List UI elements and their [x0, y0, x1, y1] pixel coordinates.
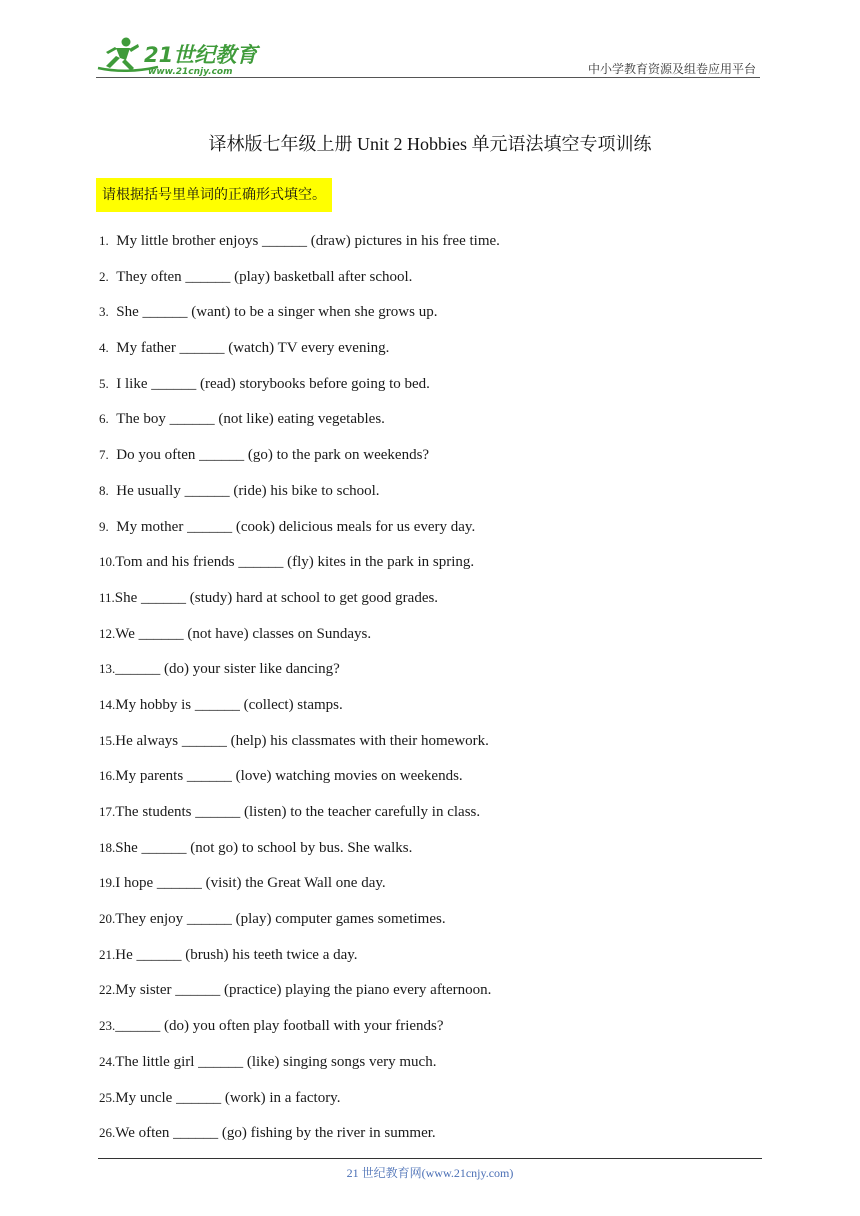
question-number: 13. — [99, 661, 116, 677]
question-item — [99, 443, 500, 479]
question-item — [99, 407, 500, 443]
question-item — [99, 622, 500, 658]
question-text: We ______ (not have) classes on Sundays. — [115, 625, 372, 642]
question-text: They often ______ (play) basketball after school. — [116, 268, 413, 285]
logo-url: www.21cnjy.com — [148, 67, 233, 77]
question-text: My father ______ (watch) TV every evening. — [116, 340, 390, 357]
question-number: 23. — [99, 1018, 116, 1034]
question-item — [99, 978, 500, 1014]
question-number: 22. — [99, 982, 116, 998]
header-divider — [96, 77, 760, 78]
question-item — [99, 550, 500, 586]
question-number: 18. — [99, 839, 116, 855]
question-item — [99, 265, 500, 301]
question-text: Do you often ______ (go) to the park on weekends? — [116, 447, 430, 464]
question-number: 17. — [99, 804, 116, 819]
question-text: ______ (do) you often play football with your friends? — [115, 1018, 444, 1035]
question-item — [99, 729, 500, 765]
question-text: My sister ______ (practice) playing the piano every afternoon. — [115, 982, 492, 999]
question-text: She ______ (want) to be a singer when she grows up. — [116, 304, 438, 321]
footer-divider — [98, 1158, 762, 1159]
question-text: He ______ (brush) his teeth twice a day. — [115, 946, 358, 963]
question-number: 21. — [99, 946, 116, 962]
question-number: 9. — [99, 518, 109, 534]
question-text: My hobby is ______ (collect) stamps. — [115, 696, 343, 713]
question-text: The students ______ (listen) to the teacher carefully in class. — [115, 804, 481, 820]
question-item — [99, 372, 500, 408]
question-number: 15. — [99, 732, 116, 748]
question-number: 5. — [99, 375, 109, 391]
question-item — [99, 479, 500, 515]
question-text: They enjoy ______ (play) computer games sometimes. — [115, 911, 446, 928]
question-list — [99, 229, 500, 1157]
question-text: I like ______ (read) storybooks before going to bed. — [116, 375, 430, 392]
question-item — [99, 907, 500, 943]
question-item — [99, 657, 500, 693]
question-text: My mother ______ (cook) delicious meals for us every day. — [116, 518, 476, 535]
question-item — [99, 229, 500, 265]
question-text: He always ______ (help) his classmates with their homework. — [115, 732, 489, 749]
question-item — [99, 300, 500, 336]
question-item — [99, 336, 500, 372]
question-number: 8. — [99, 482, 109, 498]
question-item — [99, 1086, 500, 1122]
question-text: I hope ______ (visit) the Great Wall one day. — [115, 875, 386, 892]
question-item — [99, 836, 500, 872]
page-header — [96, 34, 760, 80]
question-item — [99, 586, 500, 622]
question-item — [99, 693, 500, 729]
question-number: 1. — [99, 233, 109, 248]
runner-icon — [106, 38, 139, 72]
question-number: 4. — [99, 340, 109, 356]
question-number: 24. — [99, 1053, 116, 1069]
question-item — [99, 871, 500, 907]
question-text: My little brother enjoys ______ (draw) pictures in his free time. — [116, 233, 500, 249]
question-number: 25. — [99, 1089, 116, 1105]
21cnjy-logo — [96, 34, 266, 78]
question-number: 26. — [99, 1125, 116, 1141]
question-number: 14. — [99, 696, 116, 712]
question-number: 10. — [99, 554, 116, 570]
question-number: 2. — [99, 268, 109, 284]
question-text: We often ______ (go) fishing by the river in summer. — [115, 1125, 436, 1142]
page-title: 译林版七年级上册 Unit 2 Hobbies 单元语法填空专项训练 — [208, 134, 652, 154]
question-number: 19. — [99, 875, 116, 891]
question-item — [99, 943, 500, 979]
question-number: 3. — [99, 304, 109, 320]
question-number: 16. — [99, 768, 116, 784]
question-item — [99, 800, 500, 836]
question-item — [99, 1014, 500, 1050]
question-number: 12. — [99, 625, 116, 641]
instruction-highlight: 请根据括号里单词的正确形式填空。 — [96, 178, 332, 212]
question-text: The boy ______ (not like) eating vegetables. — [116, 411, 385, 428]
question-text: She ______ (not go) to school by bus. She walks. — [115, 839, 413, 856]
question-text: The little girl ______ (like) singing songs very much. — [115, 1053, 437, 1070]
question-text: She ______ (study) hard at school to get good grades. — [114, 589, 439, 606]
platform-tagline: 中小学教育资源及组卷应用平台 — [587, 62, 756, 76]
question-text: He usually ______ (ride) his bike to school. — [116, 482, 380, 499]
question-number: 20. — [99, 911, 116, 927]
logo-text: 21世纪教育 — [144, 43, 258, 67]
question-text: My uncle ______ (work) in a factory. — [115, 1089, 341, 1106]
question-item — [99, 1050, 500, 1086]
question-text: ______ (do) your sister like dancing? — [115, 661, 340, 678]
question-number: 6. — [99, 411, 109, 427]
question-text: My parents ______ (love) watching movies on weekends. — [115, 768, 463, 785]
question-item — [99, 1121, 500, 1157]
question-number: 7. — [99, 447, 109, 463]
question-number: 11. — [99, 589, 115, 605]
question-item — [99, 515, 500, 551]
question-item — [99, 764, 500, 800]
question-text: Tom and his friends ______ (fly) kites in the park in spring. — [115, 554, 475, 571]
footer-link[interactable]: 21 世纪教育网(www.21cnjy.com) — [346, 1166, 514, 1180]
